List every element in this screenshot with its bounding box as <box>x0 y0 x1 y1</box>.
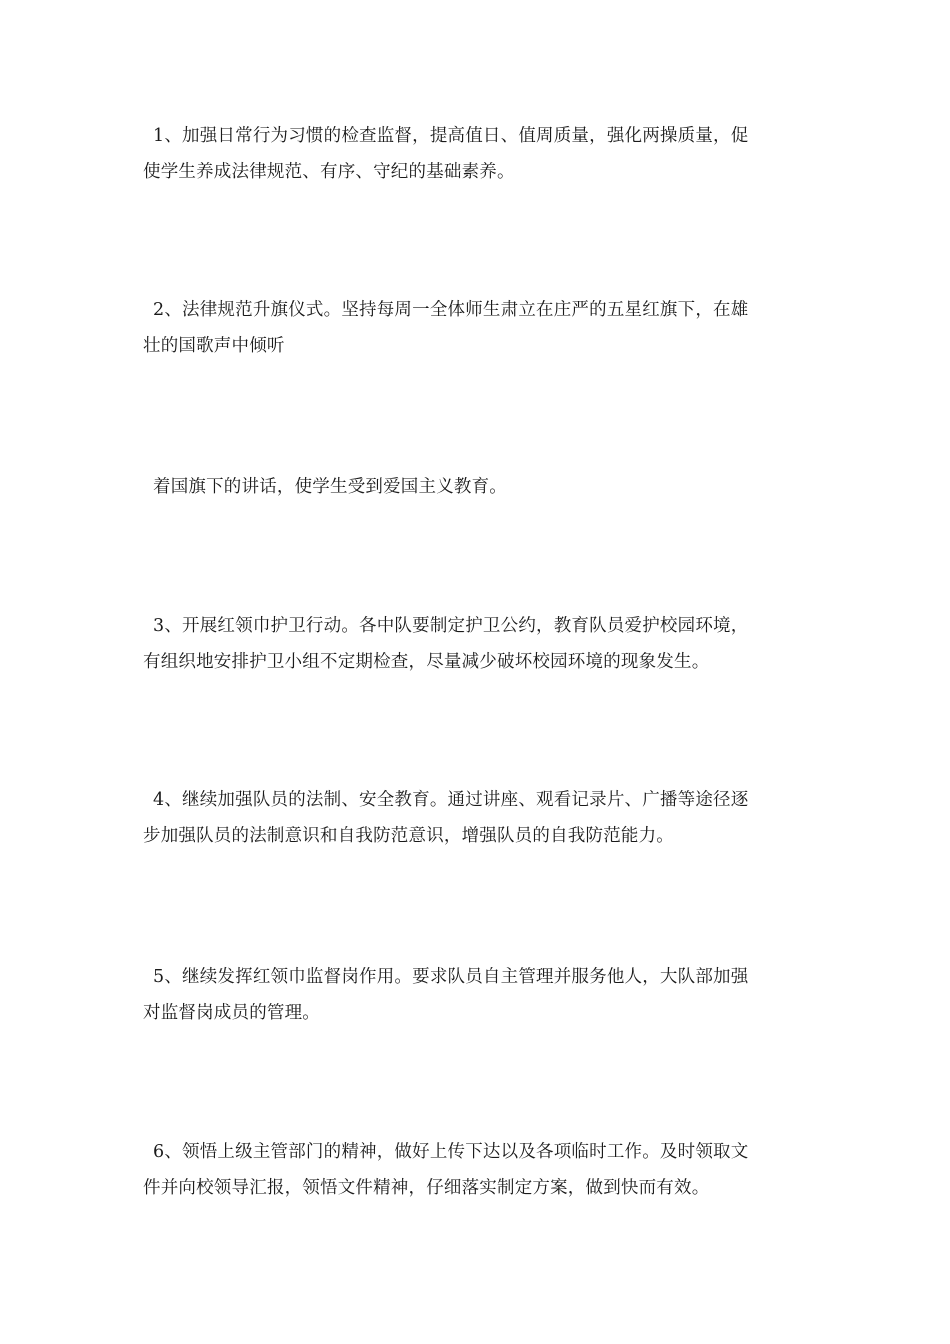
paragraph-2 <box>143 292 808 364</box>
paragraph-line: 5、继续发挥红领巾监督岗作用。要求队员自主管理并服务他人，大队部加强 <box>153 967 749 987</box>
paragraph-4 <box>143 782 808 854</box>
paragraph-line: 件并向校领导汇报，领悟文件精神，仔细落实制定方案，做到快而有效。 <box>143 1178 710 1198</box>
paragraph-line: 有组织地安排护卫小组不定期检查，尽量减少破坏校园环境的现象发生。 <box>143 652 710 672</box>
paragraph-6 <box>143 1134 808 1206</box>
paragraph-line: 使学生养成法律规范、有序、守纪的基础素养。 <box>143 162 515 182</box>
paragraph-line: 着国旗下的讲话，使学生受到爱国主义教育。 <box>153 477 507 497</box>
paragraph-line: 2、法律规范升旗仪式。坚持每周一全体师生肃立在庄严的五星红旗下，在雄 <box>153 300 749 320</box>
paragraph-3 <box>143 608 808 680</box>
paragraph-1 <box>143 118 808 190</box>
paragraph-line: 3、开展红领巾护卫行动。各中队要制定护卫公约，教育队员爱护校园环境， <box>153 616 749 636</box>
paragraph-line: 4、继续加强队员的法制、安全教育。通过讲座、观看记录片、广播等途径逐 <box>153 790 749 810</box>
paragraph-line: 壮的国歌声中倾听 <box>143 336 285 356</box>
paragraph-line: 步加强队员的法制意识和自我防范意识，增强队员的自我防范能力。 <box>143 826 674 846</box>
paragraph-line: 对监督岗成员的管理。 <box>143 1003 320 1023</box>
paragraph-line: 1、加强日常行为习惯的检查监督，提高值日、值周质量，强化两操质量，促 <box>153 126 749 146</box>
paragraph-2-continued <box>143 469 808 505</box>
paragraph-5 <box>143 959 808 1031</box>
paragraph-line: 6、领悟上级主管部门的精神，做好上传下达以及各项临时工作。及时领取文 <box>153 1142 749 1162</box>
